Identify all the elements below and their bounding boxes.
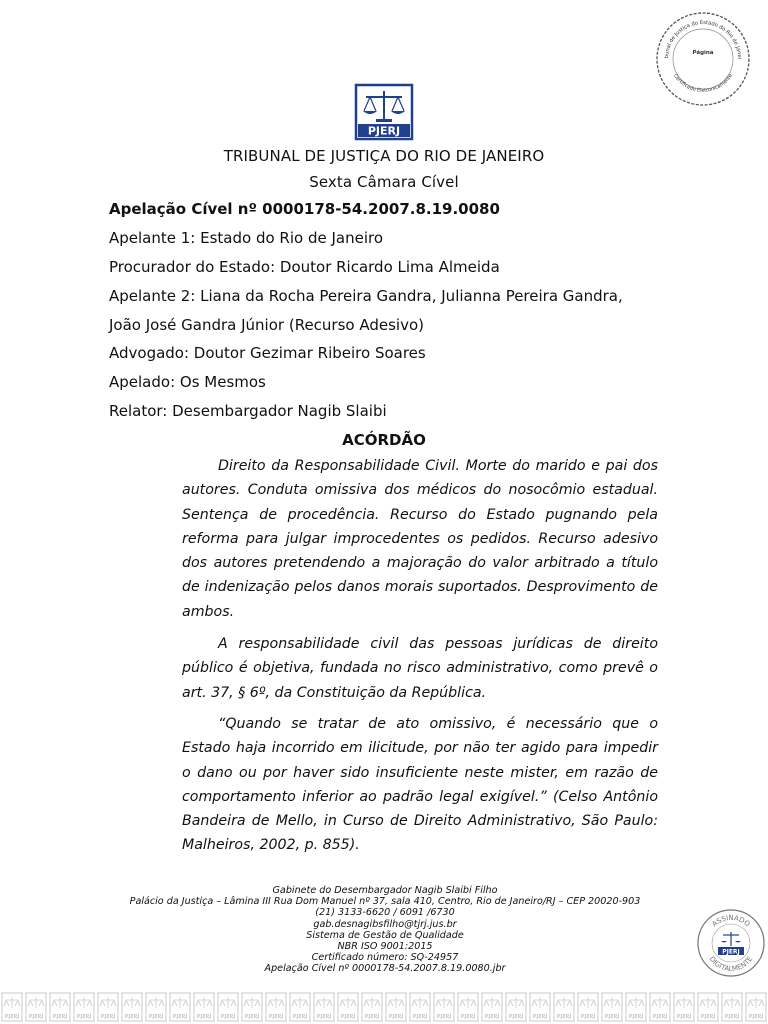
watermark-logo xyxy=(362,993,382,1021)
svg-text:PJERJ: PJERJ xyxy=(724,1014,740,1020)
appellant-2: Apelante 2: Liana da Rocha Pereira Gandra, Julianna Pereira Gandra, xyxy=(109,287,623,305)
watermark-logo xyxy=(98,993,118,1021)
svg-text:PJERJ: PJERJ xyxy=(652,1014,668,1020)
svg-text:PJERJ: PJERJ xyxy=(292,1014,308,1020)
svg-text:PJERJ: PJERJ xyxy=(124,1014,140,1020)
court-name: TRIBUNAL DE JUSTIÇA DO RIO DE JANEIRO xyxy=(223,147,545,165)
watermark-logo xyxy=(674,993,694,1021)
watermark-logo xyxy=(530,993,550,1021)
watermark-logo xyxy=(122,993,142,1021)
svg-text:PJERJ: PJERJ xyxy=(100,1014,116,1020)
watermark-logo xyxy=(194,993,214,1021)
svg-text:PJERJ: PJERJ xyxy=(484,1014,500,1020)
svg-text:DIGITALMENTE xyxy=(708,955,755,973)
svg-text:PJERJ: PJERJ xyxy=(316,1014,332,1020)
svg-text:PJERJ: PJERJ xyxy=(748,1014,764,1020)
watermark-logo xyxy=(26,993,46,1021)
watermark-logo xyxy=(650,993,670,1021)
svg-text:PJERJ: PJERJ xyxy=(508,1014,524,1020)
svg-text:PJERJ: PJERJ xyxy=(340,1014,356,1020)
svg-text:PJERJ: PJERJ xyxy=(556,1014,572,1020)
paragraph-text-3: “Quando se tratar de ato omissivo, é necessário que o Estado haja incorrido em ilicitude, por não ter agido para impedir o dano ou por haver sido insuficiente neste mister, em razão de comportamento inferior ao padrão legal exigível.” (Celso Antônio Bandeira de Mello, in Curso de Direito Administrativo, São Paulo: Malheiros, 2002, p. 855). xyxy=(182,716,658,854)
appellant-2-continued: João José Gandra Júnior (Recurso Adesivo) xyxy=(109,316,424,334)
pjerj-logo xyxy=(354,83,414,141)
seal-ring-text: bunal de Justiça do Estado do Rio de Janei xyxy=(663,19,743,60)
watermark-strip xyxy=(0,990,768,1024)
svg-text:PJERJ: PJERJ xyxy=(388,1014,404,1020)
seal-logo-text: PJERJ xyxy=(722,948,740,956)
watermark-logo xyxy=(746,993,766,1021)
signed-text: ASSINADO xyxy=(710,913,752,929)
svg-text:ASSINADO xyxy=(711,914,752,929)
svg-text:PJERJ: PJERJ xyxy=(220,1014,236,1020)
case-title: Apelação Cível nº 0000178-54.2007.8.19.0080 xyxy=(109,200,500,218)
watermark-logo xyxy=(722,993,742,1021)
seal-page-label: Página xyxy=(692,50,714,56)
footer-phone: (21) 3133-6620 / 6091 /6730 xyxy=(315,907,455,919)
watermark-logo xyxy=(170,993,190,1021)
watermark-logo xyxy=(698,993,718,1021)
watermark-logo xyxy=(74,993,94,1021)
watermark-logo xyxy=(266,993,286,1021)
svg-text:PJERJ: PJERJ xyxy=(172,1014,188,1020)
watermark-logo xyxy=(482,993,502,1021)
svg-text:PJERJ: PJERJ xyxy=(628,1014,644,1020)
watermark-logo xyxy=(146,993,166,1021)
svg-text:PJERJ: PJERJ xyxy=(4,1014,20,1020)
digital-signature-seal xyxy=(696,908,766,978)
paragraph-text-2: A responsabilidade civil das pessoas jurídicas de direito público é objetiva, fundada no risco administrativo, como prevê o art. 37, § 6º, da Constituição da República. xyxy=(182,636,658,701)
footer-certificate: Certificado número: SQ-24957 xyxy=(311,952,459,964)
watermark-logo xyxy=(242,993,262,1021)
paragraph-text-1: Direito da Responsabilidade Civil. Morte do marido e pai dos autores. Conduta omissiva dos médicos do nosocômio estadual. Sentença de procedência. Recurso do Estado pugnando pela reforma para julgar improcedentes os pedidos. Recurso adesivo dos autores pretendendo a majoração do valor arbitrado a título de indenização pelos danos morais suportados. Desprovimento de ambos. xyxy=(182,458,658,620)
liability-paragraph xyxy=(182,632,658,705)
watermark-logo xyxy=(386,993,406,1021)
watermark-logo xyxy=(2,993,22,1021)
svg-text:PJERJ: PJERJ xyxy=(76,1014,92,1020)
seal-bottom-text: Certificado Eletronicamente xyxy=(672,72,734,94)
watermark-logo xyxy=(290,993,310,1021)
svg-text:PJERJ: PJERJ xyxy=(676,1014,692,1020)
quote-paragraph xyxy=(182,712,658,858)
svg-text:PJERJ: PJERJ xyxy=(700,1014,716,1020)
svg-text:Certificado Eletronicamente xyxy=(672,73,734,94)
svg-text:PJERJ: PJERJ xyxy=(532,1014,548,1020)
watermark-logo xyxy=(506,993,526,1021)
footer-case-file: Apelação Cível nº 0000178-54.2007.8.19.0080.jbr xyxy=(264,963,506,975)
chamber-name: Sexta Câmara Cível xyxy=(309,173,459,191)
watermark-logo xyxy=(314,993,334,1021)
watermark-logo xyxy=(434,993,454,1021)
svg-text:PJERJ: PJERJ xyxy=(268,1014,284,1020)
state-attorney: Procurador do Estado: Doutor Ricardo Lima Almeida xyxy=(109,258,500,276)
watermark-logo xyxy=(554,993,574,1021)
watermark-logo xyxy=(602,993,622,1021)
rapporteur: Relator: Desembargador Nagib Slaibi xyxy=(109,402,387,420)
svg-text:PJERJ: PJERJ xyxy=(604,1014,620,1020)
footer-iso: NBR ISO 9001:2015 xyxy=(337,941,433,953)
svg-text:PJERJ: PJERJ xyxy=(580,1014,596,1020)
summary-paragraph xyxy=(182,454,658,624)
watermark-logo xyxy=(50,993,70,1021)
svg-text:PJERJ: PJERJ xyxy=(28,1014,44,1020)
appellant-1: Apelante 1: Estado do Rio de Janeiro xyxy=(109,229,384,247)
svg-text:PJERJ: PJERJ xyxy=(148,1014,164,1020)
watermark-logo xyxy=(218,993,238,1021)
svg-text:PJERJ: PJERJ xyxy=(52,1014,68,1020)
watermark-logo xyxy=(626,993,646,1021)
watermark-logo xyxy=(578,993,598,1021)
svg-text:PJERJ: PJERJ xyxy=(364,1014,380,1020)
watermark-logo xyxy=(338,993,358,1021)
svg-text:PJERJ: PJERJ xyxy=(412,1014,428,1020)
lawyer: Advogado: Doutor Gezimar Ribeiro Soares xyxy=(109,344,426,362)
logo-text: PJERJ xyxy=(367,124,401,138)
svg-text:PJERJ: PJERJ xyxy=(196,1014,212,1020)
footer-email: gab.desnagibsfilho@tjrj.jus.br xyxy=(313,918,457,930)
digitally-text: DIGITALMENTE xyxy=(707,955,755,974)
footer-office: Gabinete do Desembargador Nagib Slaibi Filho xyxy=(272,885,498,896)
footer-quality-system: Sistema de Gestão de Qualidade xyxy=(306,929,464,941)
appellee: Apelado: Os Mesmos xyxy=(109,373,266,391)
svg-text:PJERJ: PJERJ xyxy=(244,1014,260,1020)
svg-text:PJERJ: PJERJ xyxy=(436,1014,452,1020)
footer xyxy=(40,885,730,975)
watermark-logo xyxy=(410,993,430,1021)
certification-seal xyxy=(654,10,752,108)
watermark-logo xyxy=(458,993,478,1021)
footer-address: Palácio da Justiça – Lâmina III Rua Dom Manuel nº 37, sala 410, Centro, Rio de Janeiro/RJ – CEP 20020-903 xyxy=(129,896,641,908)
svg-text:PJERJ: PJERJ xyxy=(460,1014,476,1020)
acordao-title: ACÓRDÃO xyxy=(342,431,426,449)
